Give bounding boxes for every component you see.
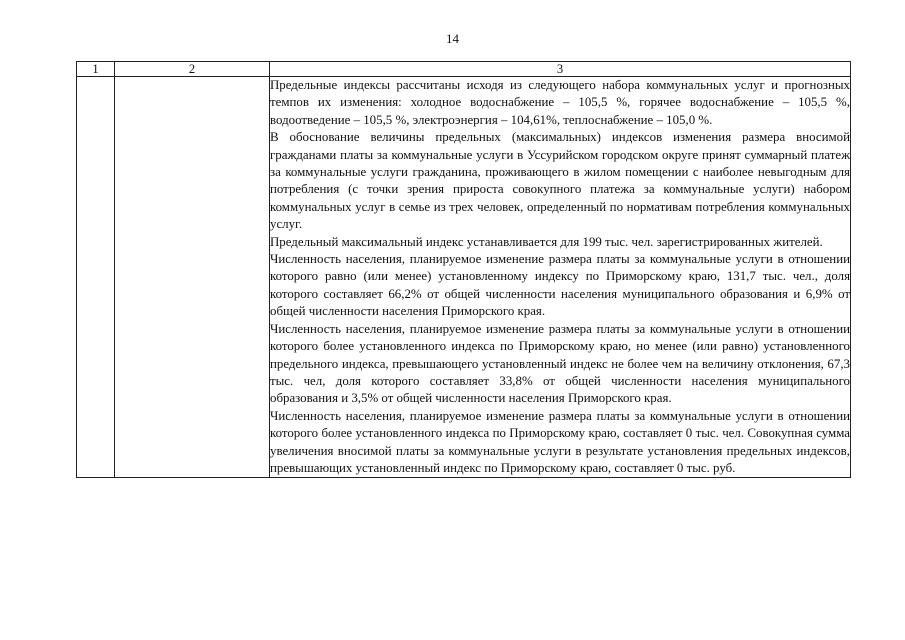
column-header-3: 3 [270,62,851,77]
paragraph-max-index-population: Предельный максимальный индекс устанавливается для 199 тыс. чел. зарегистрированных жителей. [270,234,823,249]
page-number: 14 [446,31,459,46]
column-header-2: 2 [115,62,270,77]
paragraph-population-above-index: Численность населения, планируемое изменение размера платы за коммунальные услуги в отношении которого более установленного индекса по Приморскому краю, составляет 0 тыс. чел. Совокупная сумма увеличения вносимой платы за коммунальные услуги в результате установления предельных индексов, превышающих установленный индекс по Приморскому краю, составляет 0 тыс. руб. [270,408,850,475]
paragraph-population-within-deviation: Численность населения, планируемое изменение размера платы за коммунальные услуги в отношении которого более установленного индекса по Приморскому краю, но менее (или равно) установленного предельного индекса, превышающего установленный индекс не более чем на величину отклонения, 67,3 тыс. чел, доля которого составляет 33,8% от общей численности населения муниципального образования и 3,5% от общей численности населения Приморского края. [270,321,850,406]
cell-column-3 [270,77,851,478]
cell-column-2 [115,77,270,478]
paragraph-index-set: Предельные индексы рассчитаны исходя из следующего набора коммунальных услуг и прогнозных темпов их изменения: холодное водоснабжение – 105,5 %, горячее водоснабжение – 105,5 %, водоотведение – 105,5 %, электроэнергия – 104,61%, теплоснабжение – 105,0 %. [270,78,850,127]
cell-column-1 [77,77,115,478]
document-table [76,61,851,478]
column-header-1: 1 [77,62,115,77]
paragraph-justification: В обоснование величины предельных (максимальных) индексов изменения размера вносимой гражданами платы за коммунальные услуги в Уссурийском городском округе принят суммарный платеж за коммунальные услуги гражданина, проживающего в жилом помещении с наиболее невыгодным для потребления (с точки зрения прироста совокупного платежа за коммунальные услуги) набором коммунальных услуг в семье из трех человек, определенный по нормативам потребления коммунальных услуг. [270,130,850,232]
table-row [77,77,851,478]
paragraph-population-within-index: Численность населения, планируемое изменение размера платы за коммунальные услуги в отношении которого равно (или менее) установленному индексу по Приморскому краю, 131,7 тыс. чел., доля которого составляет 66,2% от общей численности населения муниципального образования и 6,9% от общей численности населения Приморского края. [270,252,850,319]
table-header-row [77,62,851,77]
